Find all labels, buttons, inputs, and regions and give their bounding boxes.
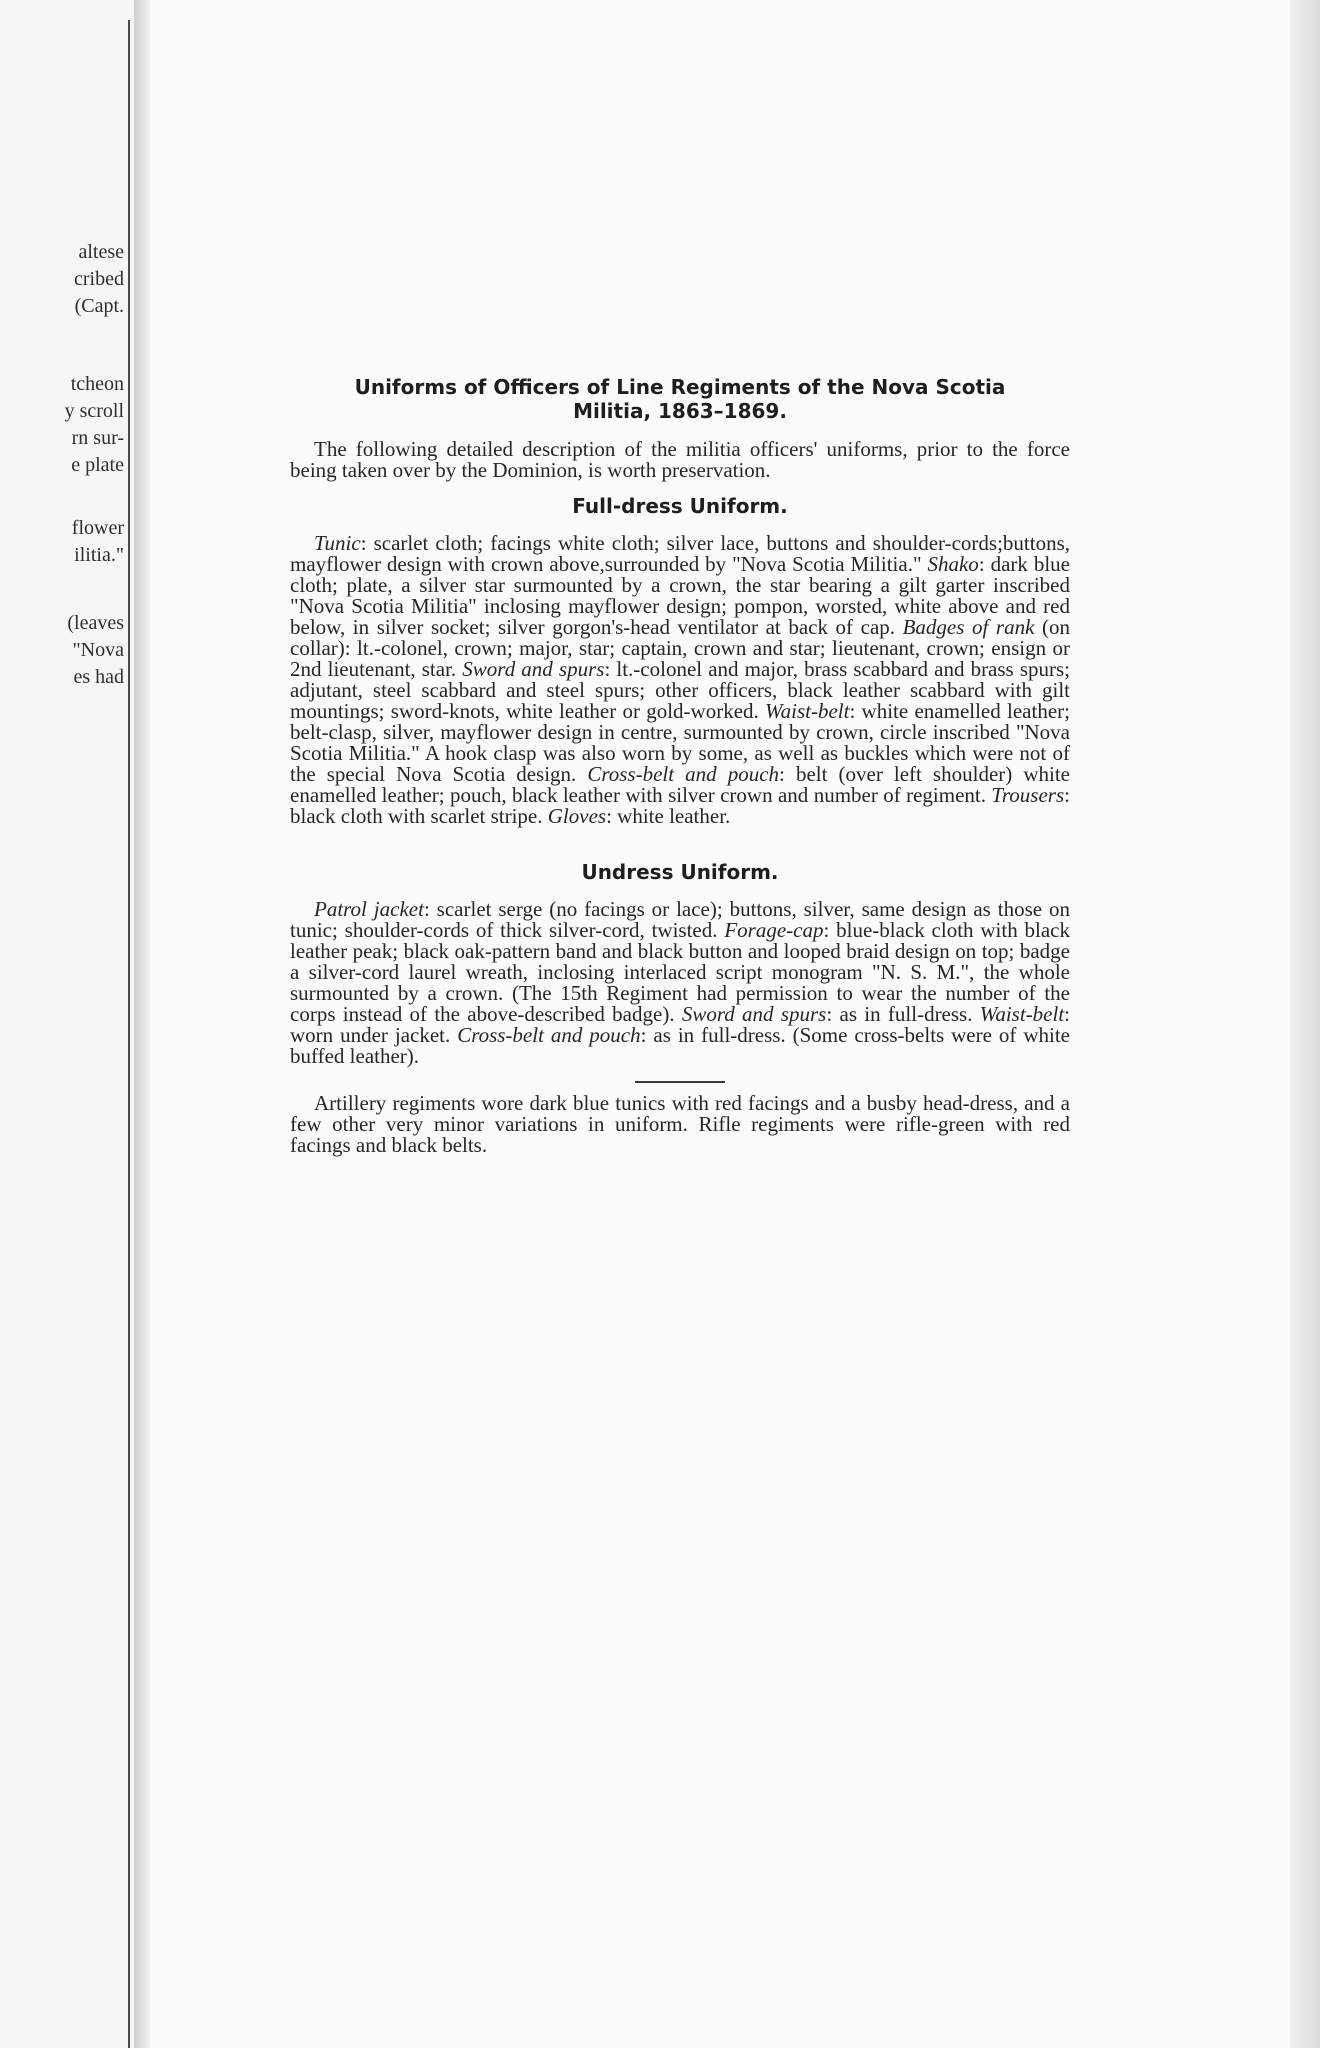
text-cross-belt: : belt (over left shoulder) white enamelled leather; pouch, black leather with silver crown and number of regiment.	[290, 762, 1070, 807]
term-undress-waist-belt: Waist-belt	[979, 1002, 1065, 1026]
term-tunic: Tunic	[314, 531, 361, 555]
left-page-line: flower	[71, 517, 124, 539]
page-edge-line	[128, 20, 130, 2048]
text-undress-waist-belt: : worn under jacket.	[290, 1002, 1071, 1047]
term-undress-cross-belt: Cross-belt and pouch	[457, 1023, 641, 1047]
left-page-line: altese	[78, 241, 124, 263]
full-dress-heading: Full-dress Uniform.	[572, 494, 788, 518]
left-page-line: (leaves	[67, 612, 124, 634]
closing-paragraph: Artillery regiments wore dark blue tunics with red facings and a busby head-dress, and a few other very minor variations in uniform. Rifle regiments were rifle-green with red facings and black belts.	[290, 1091, 1070, 1157]
term-patrol-jacket: Patrol jacket	[314, 897, 424, 921]
book-gutter	[134, 0, 150, 2048]
left-page-line: cribed	[74, 268, 124, 290]
text-patrol-jacket: : scarlet serge (no facings or lace); buttons, silver, same design as those on tunic; shoulder-cords of thick silver-cord, twisted.	[290, 897, 1070, 942]
title-line-1: Uniforms of Officers of Line Regiments of the Nova Scotia	[354, 375, 1006, 399]
full-dress-paragraph	[290, 533, 1070, 827]
text-undress-cross-belt: : as in full-dress. (Some cross-belts were of white buffed leather).	[290, 1023, 1070, 1068]
left-page-line: (Capt.	[74, 295, 124, 317]
text-gloves: : white leather.	[606, 804, 731, 828]
text-waist-belt: : white enamelled leather; belt-clasp, silver, mayflower design in centre, surmounted by crown, circle inscribed "Nova Scotia Militia." A hook clasp was also worn by some, as well as buckles which were not of the special Nova Scotia design.	[290, 699, 1070, 786]
term-badges-of-rank: Badges of rank	[902, 615, 1035, 639]
left-page-line: ilitia."	[74, 544, 124, 566]
previous-page-fragment	[0, 0, 134, 2048]
undress-heading: Undress Uniform.	[581, 860, 779, 884]
left-page-line: es had	[73, 666, 124, 688]
section-spacer	[290, 827, 1070, 847]
term-waist-belt: Waist-belt	[765, 699, 850, 723]
term-cross-belt: Cross-belt and pouch	[587, 762, 780, 786]
text-trousers: : black cloth with scarlet stripe.	[290, 783, 1070, 828]
left-page-line: rn sur-	[71, 427, 124, 449]
text-badges-of-rank: (on collar): lt.-colonel, crown; major, star; captain, crown and star; lieutenant, crown; ensign or 2nd lieutenant, star.	[290, 615, 1070, 681]
text-tunic: : scarlet cloth; facings white cloth; silver lace, buttons and shoulder-cords;buttons, mayflower design with crown above,surrounded by "Nova Scotia Militia."	[290, 531, 1070, 576]
term-sword-and-spurs: Sword and spurs	[462, 657, 605, 681]
text-forage-cap: : blue-black cloth with black leather peak; black oak-pattern band and black button and looped braid design on top; badge a silver-cord laurel wreath, inclosing interlaced script monogram "N. S. M.", the whole surmounted by a crown. (The 15th Regiment had permission to wear the number of the corps instead of the above-described badge).	[290, 918, 1070, 1026]
term-trousers: Trousers	[991, 783, 1065, 807]
page-content	[290, 375, 1070, 1156]
term-forage-cap: Forage-cap	[724, 918, 824, 942]
text-undress-sword-and-spurs: : as in full-dress.	[826, 1002, 980, 1026]
term-shako: Shako	[927, 552, 979, 576]
text-shako: : dark blue cloth; plate, a silver star surmounted by a crown, the star bearing a gilt garter inscribed "Nova Scotia Militia" inclosing mayflower design; pompon, worsted, white above and red below, in silver socket; silver gorgon's-head ventilator at back of cap.	[290, 552, 1070, 639]
page-edge-shadow	[1290, 0, 1320, 2048]
intro-paragraph: The following detailed description of the militia officers' uniforms, prior to the force being taken over by the Dominion, is worth preservation.	[290, 437, 1070, 482]
term-undress-sword-and-spurs: Sword and spurs	[681, 1002, 827, 1026]
divider-rule	[635, 1081, 725, 1083]
left-page-line: tcheon	[70, 373, 124, 395]
page-title	[290, 375, 1070, 423]
left-page-line: "Nova	[72, 639, 124, 661]
left-page-line: y scroll	[64, 400, 124, 422]
term-gloves: Gloves	[547, 804, 607, 828]
title-line-2: Militia, 1863–1869.	[573, 399, 787, 423]
text-sword-and-spurs: : lt.-colonel and major, brass scabbard and brass spurs; adjutant, steel scabbard and steel spurs; other officers, black leather scabbard with gilt mountings; sword-knots, white leather or gold-worked.	[290, 657, 1071, 723]
left-page-line: e plate	[71, 454, 124, 476]
undress-paragraph	[290, 899, 1070, 1067]
